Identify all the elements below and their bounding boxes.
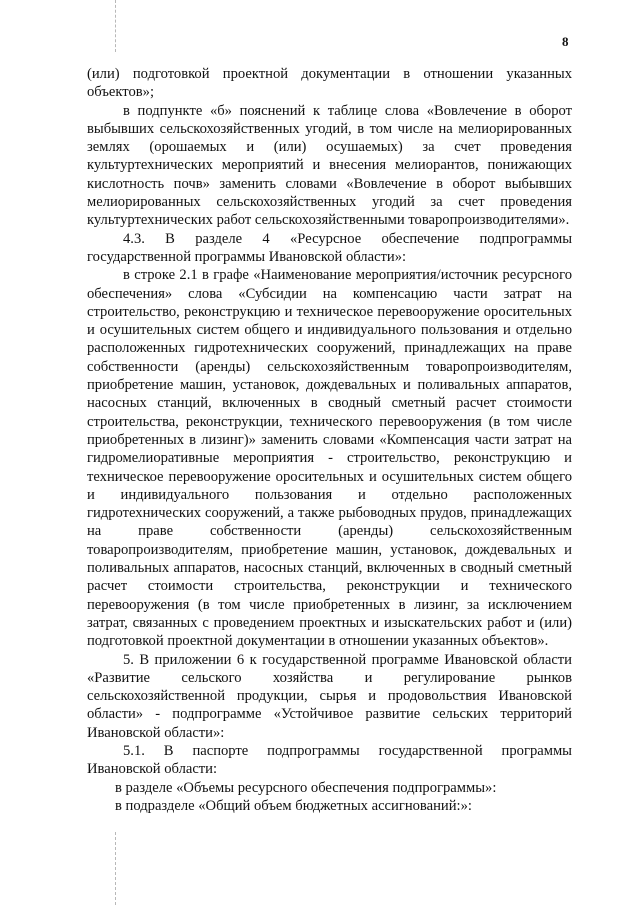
paragraph-7: в разделе «Объемы ресурсного обеспечения подпрограммы»: — [115, 779, 497, 796]
paragraph-8: в подразделе «Общий объем бюджетных ассигнований:»: — [115, 797, 472, 814]
paragraph-6: 5.1. В паспорте подпрограммы государственной программы Ивановской области: — [87, 742, 572, 778]
paragraph-5: 5. В приложении 6 к государственной программе Ивановской области «Развитие сельского хозяйства и регулирование рынков сельскохозяйственной продукции, сырья и продовольствия Ивановской области» - подпрограмме «Устойчивое развитие сельских территорий Ивановской области»: — [87, 651, 572, 741]
document-body — [87, 65, 572, 815]
margin-line-top — [115, 0, 116, 52]
margin-line-bottom — [115, 832, 116, 905]
paragraph-1: (или) подготовкой проектной документации в отношении указанных объектов»; — [87, 66, 572, 101]
paragraph-4: в строке 2.1 в графе «Наименование мероприятия/источник ресурсного обеспечения» слова «Субсидии на компенсацию части затрат на строительство, реконструкцию и техническое перевооружение оросительных и осушительных систем общего и индивидуального пользования и отдельно расположенных гидротехнических сооружений, принадлежащих на праве собственности (аренды) сельскохозяйственным товаропроизводителям, приобретение машин, установок, дождевальных и поливальных аппаратов, насосных станций, включенных в сводный сметный расчет стоимости строительства, реконструкции, технического перевооружения (в том числе приобретенных в лизинг)» заменить словами «Компенсация части затрат на гидромелиоративные мероприятия - строительство, реконструкцию и техническое перевооружение оросительных и осушительных систем общего и индивидуального пользования и отдельно расположенных гидротехнических сооружений, а также рыбоводных прудов, принадлежащих на праве собственности (аренды) сельскохозяйственным товаропроизводителям, приобретение машин, установок, дождевальных и поливальных аппаратов, насосных станций, включенных в сводный сметный расчет стоимости строительства, реконструкции и технического перевооружения (в том числе приобретенных в лизинг, за исключением затрат, связанных с проведением проектных и изыскательских работ и (или) подготовкой проектной документации в отношении указанных объектов». — [87, 267, 572, 650]
paragraph-3: 4.3. В разделе 4 «Ресурсное обеспечение подпрограммы государственной программы Ивановской области»: — [87, 230, 572, 265]
paragraph-2: в подпункте «б» пояснений к таблице слова «Вовлечение в оборот выбывших сельскохозяйственных угодий, в том числе на мелиорированных землях (орошаемых и (или) осушаемых) за счет проведения культуртехнических мероприятий и внесения мелиорантов, понижающих кислотность почв» заменить словами «Вовлечение в оборот выбывших мелиорированных сельскохозяйственных угодий за счет проведения культуртехнических работ сельскохозяйственными товаропроизводителями». — [87, 102, 572, 229]
page-number: 8 — [562, 34, 569, 49]
